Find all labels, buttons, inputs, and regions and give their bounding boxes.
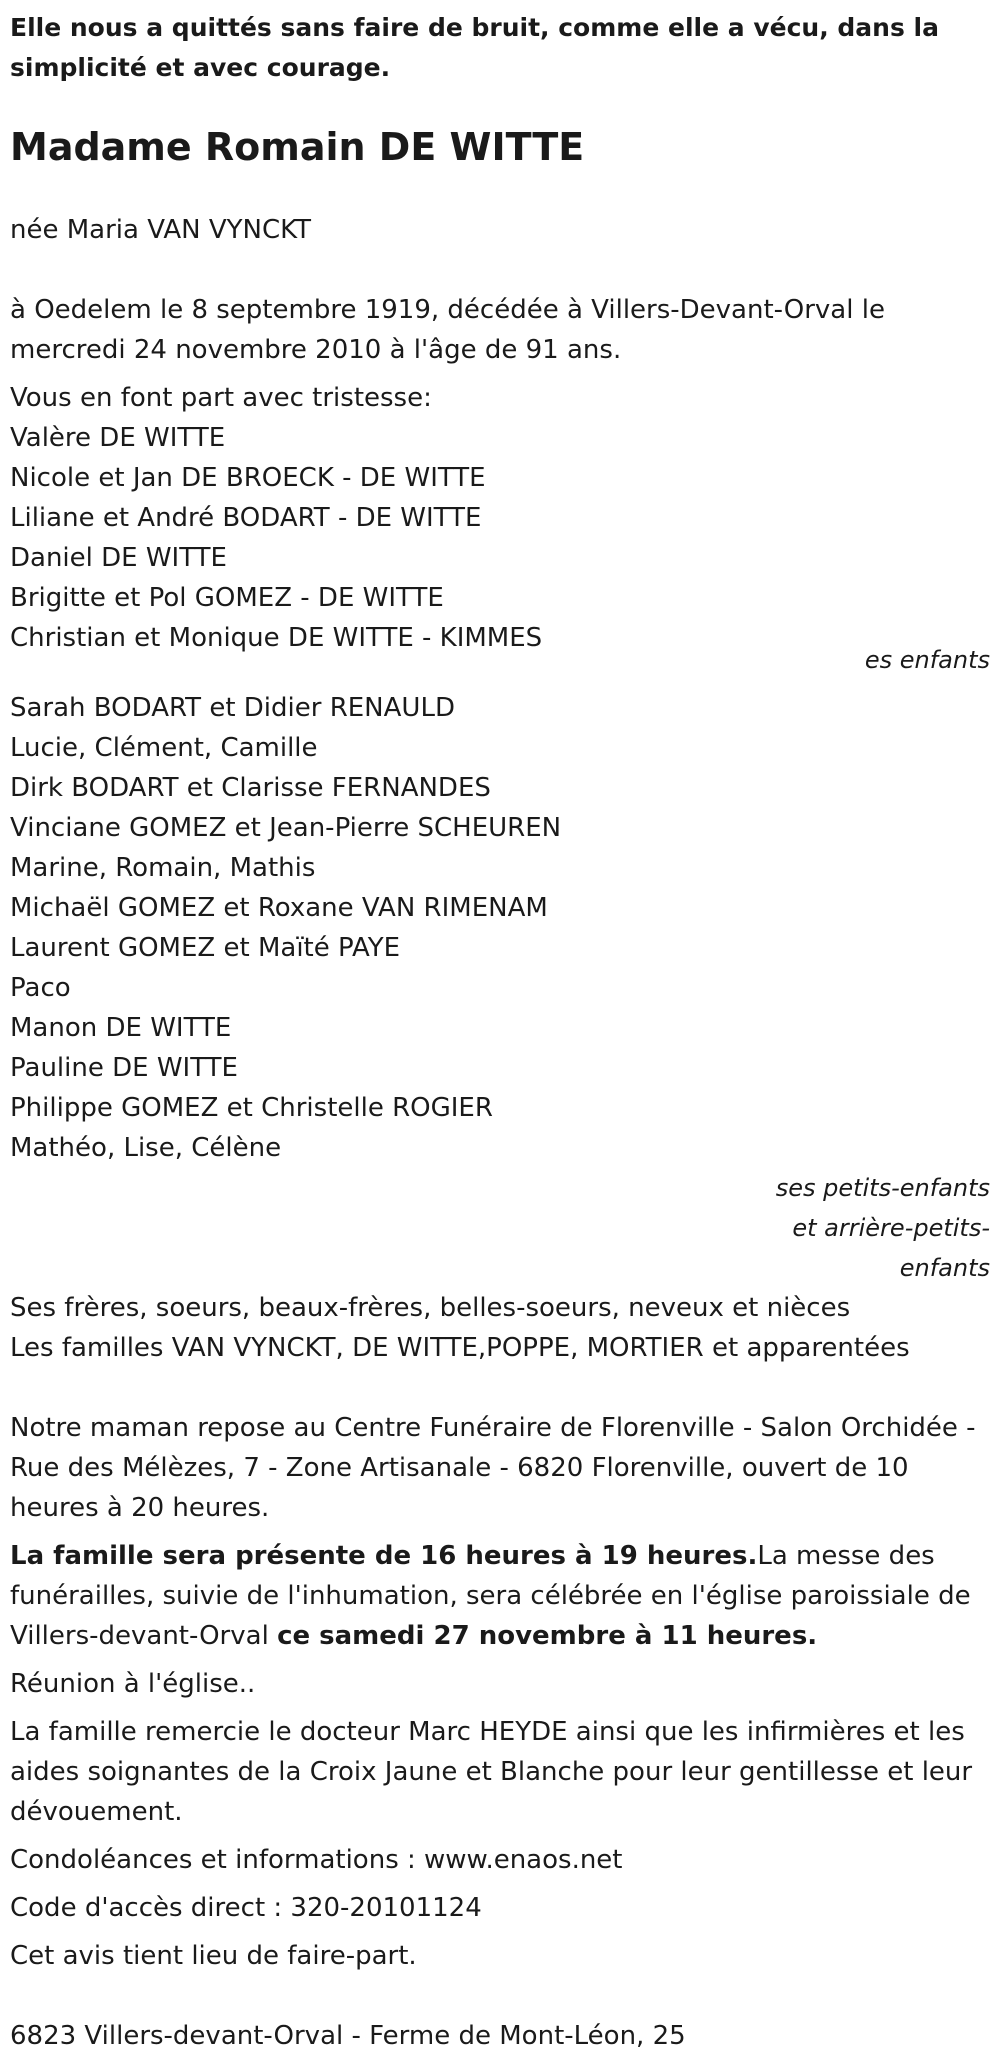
grandchildren-label (10, 1168, 990, 1288)
list-item: Liliane et André BODART - DE WITTE (10, 503, 482, 533)
rest-location: Notre maman repose au Centre Funéraire de Florenville - Salon Orchidée - Rue des Mélèzes, 7 - Zone Artisanale - 6820 Florenville, ouvert de 10 heures à 20 heures. (10, 1413, 976, 1523)
list-item: Philippe GOMEZ et Christelle ROGIER (10, 1093, 493, 1123)
list-item: Laurent GOMEZ et Maïté PAYE (10, 933, 401, 963)
list-item: Paco (10, 973, 71, 1003)
announcement: Vous en font part avec tristesse: (10, 383, 432, 413)
list-item: Pauline DE WITTE (10, 1053, 238, 1083)
list-item: Vinciane GOMEZ et Jean-Pierre SCHEUREN (10, 813, 562, 843)
label-line: enfants (899, 1254, 990, 1282)
list-item: Michaël GOMEZ et Roxane VAN RIMENAM (10, 893, 548, 923)
presence-hours: La famille sera présente de 16 heures à 19 heures. (10, 1541, 758, 1571)
deceased-name: Madame Romain DE WITTE (10, 125, 585, 169)
list-item: Ses frères, soeurs, beaux-frères, belles-soeurs, neveux et nièces (10, 1293, 851, 1323)
list-item: Valère DE WITTE (10, 423, 226, 453)
list-item: Daniel DE WITTE (10, 543, 227, 573)
list-item: Brigitte et Pol GOMEZ - DE WITTE (10, 583, 444, 613)
label-line: et arrière-petits- (792, 1214, 990, 1242)
access-code: Code d'accès direct : 320-20101124 (10, 1893, 482, 1923)
list-item: Dirk BODART et Clarisse FERNANDES (10, 773, 491, 803)
extended-family (10, 1288, 990, 1368)
children-label: es enfants (864, 646, 990, 674)
mass-text: La messe des funérailles, suivie de l'inhumation, sera célébrée en l'église paroissiale de Villers-devant-Orval (10, 1541, 971, 1651)
grandchildren-list (10, 688, 990, 1168)
list-item: Nicole et Jan DE BROECK - DE WITTE (10, 463, 486, 493)
children-list (10, 418, 990, 658)
obituary-content (10, 8, 990, 2056)
reunion-note: Réunion à l'église.. (10, 1669, 256, 1699)
label-line: ses petits-enfants (775, 1174, 990, 1202)
ceremony-info (10, 1536, 990, 1656)
notice-text: Cet avis tient lieu de faire-part. (10, 1941, 417, 1971)
list-item: Mathéo, Lise, Célène (10, 1133, 282, 1163)
intro-text: Elle nous a quittés sans faire de bruit, comme elle a vécu, dans la simplicité et avec courage. (10, 13, 939, 82)
condolences-info: Condoléances et informations : www.enaos.net (10, 1845, 623, 1875)
address: 6823 Villers-devant-Orval - Ferme de Mont-Léon, 25 (10, 2021, 686, 2051)
mass-datetime: ce samedi 27 novembre à 11 heures. (277, 1621, 818, 1651)
list-item: Sarah BODART et Didier RENAULD (10, 693, 455, 723)
birth-death-dates: à Oedelem le 8 septembre 1919, décédée à Villers-Devant-Orval le mercredi 24 novembre 2010 à l'âge de 91 ans. (10, 295, 885, 365)
list-item: Marine, Romain, Mathis (10, 853, 316, 883)
birth-name: née Maria VAN VYNCKT (10, 215, 312, 245)
list-item: Manon DE WITTE (10, 1013, 232, 1043)
thanks-text: La famille remercie le docteur Marc HEYDE ainsi que les infirmières et les aides soignantes de la Croix Jaune et Blanche pour leur gentillesse et leur dévouement. (10, 1717, 973, 1827)
list-item: Les familles VAN VYNCKT, DE WITTE,POPPE, MORTIER et apparentées (10, 1333, 910, 1363)
list-item: Lucie, Clément, Camille (10, 733, 318, 763)
list-item: Christian et Monique DE WITTE - KIMMES (10, 623, 543, 653)
